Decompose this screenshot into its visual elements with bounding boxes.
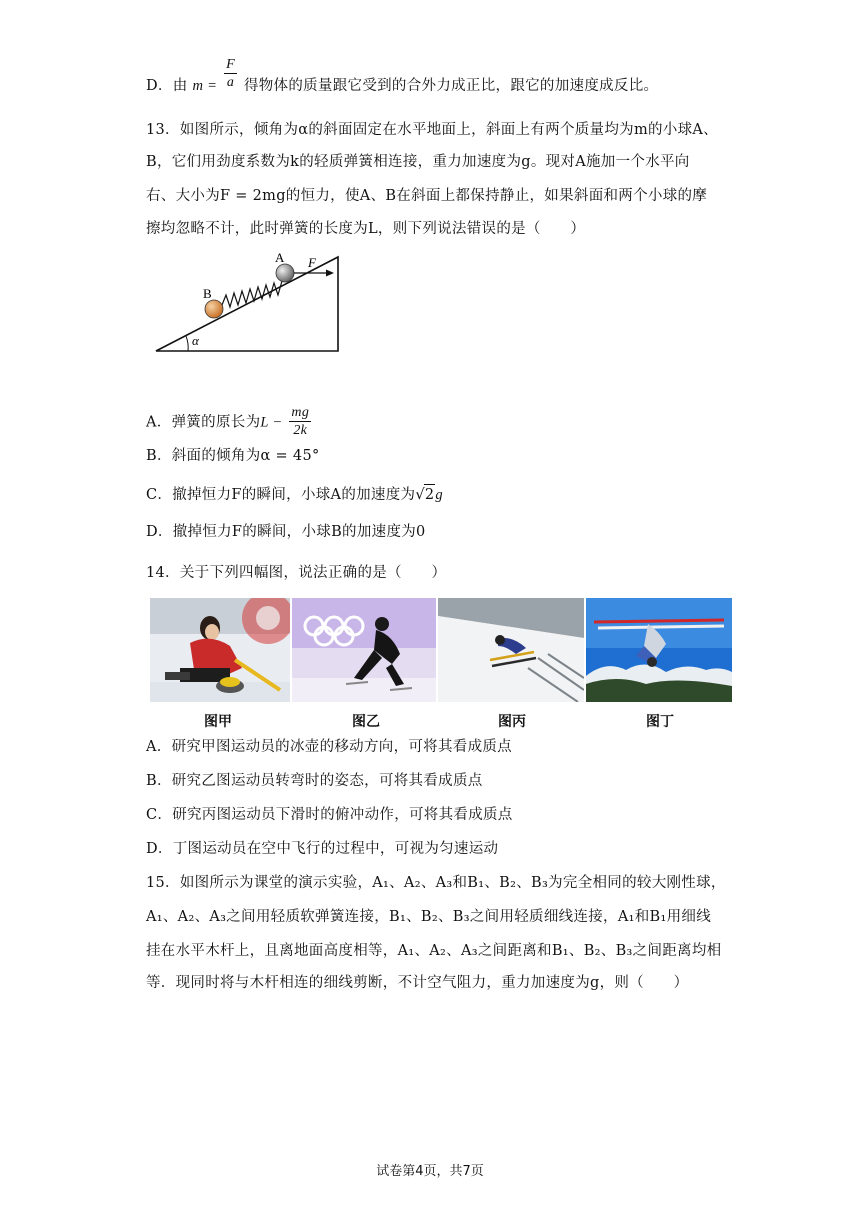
caption-jia: 图甲 (204, 714, 232, 730)
formula-m: m = (192, 78, 218, 94)
photo-aerial-skiing (586, 598, 732, 702)
angle-arc (186, 336, 188, 351)
q13-option-b: B．斜面的倾角为α = 45° (146, 448, 320, 464)
caption-yi: 图乙 (352, 714, 380, 730)
spring (222, 281, 282, 307)
q15-stem-line3: 挂在水平木杆上，且离地面高度相等，A₁、A₂、A₃之间距离和B₁、B₂、B₃之间距离均相 (146, 943, 722, 959)
ball-a-label: A (275, 250, 285, 265)
incline-triangle (156, 257, 338, 351)
q13-stem-line1: 13．如图所示，倾角为α的斜面固定在水平地面上，斜面上有两个质量均为m的小球A、 (146, 122, 718, 138)
q13-option-a: A．弹簧的原长为L − $\frac{mg}{2k}$ (146, 405, 310, 438)
incline-figure (150, 245, 350, 357)
alpha-label: α (192, 333, 199, 348)
fraction-f-over-a: $\frac{F}{a}$ (226, 56, 236, 90)
photo-speed-skating (292, 598, 436, 702)
photo-ski-jump (438, 598, 584, 702)
q14-option-b: B．研究乙图运动员转弯时的姿态，可将其看成质点 (146, 773, 483, 789)
q13-option-c: C．撤掉恒力F的瞬间，小球A的加速度为√2g (146, 484, 443, 505)
q14-option-d: D．丁图运动员在空中飞行的过程中，可视为匀速运动 (146, 841, 499, 857)
q14-option-a: A．研究甲图运动员的冰壶的移动方向，可将其看成质点 (146, 739, 512, 755)
caption-bing: 图丙 (498, 714, 526, 730)
page-footer: 试卷第4页，共7页 (376, 1164, 484, 1179)
q15-stem-line4: 等．现同时将与木杆相连的细线剪断，不计空气阻力，重力加速度为g，则（ ） (146, 975, 689, 991)
q14-stem: 14．关于下列四幅图，说法正确的是（ ） (146, 565, 447, 581)
q13-stem-line4: 擦均忽略不计，此时弹簧的长度为L，则下列说法错误的是（ ） (146, 221, 586, 237)
force-label: F (308, 255, 316, 270)
ball-b-label: B (203, 286, 212, 301)
q12-option-d: D．由 m = $\frac{F}{a}$ 得物体的质量跟它受到的合外力成正比，跟它的加速度成反比。 (146, 56, 659, 94)
force-arrowhead (326, 270, 334, 277)
photo-curling (150, 598, 290, 702)
q15-stem-line1: 15．如图所示为课堂的演示实验，A₁、A₂、A₃和B₁、B₂、B₃为完全相同的较大刚性球， (146, 875, 726, 891)
q14-option-c: C．研究丙图运动员下滑时的俯冲动作，可将其看成质点 (146, 807, 513, 823)
ball-b (205, 300, 223, 318)
sqrt2g: √2g (415, 487, 443, 503)
q13-stem-line3: 右、大小为F = 2mg的恒力，使A、B在斜面上都保持静止，如果斜面和两个小球的摩 (146, 188, 708, 204)
ball-a (276, 264, 294, 282)
fraction-mg-over-2k: $\frac{mg}{2k}$ (291, 405, 310, 438)
caption-ding: 图丁 (646, 714, 674, 730)
q13-option-d: D．撤掉恒力F的瞬间，小球B的加速度为0 (146, 524, 426, 540)
q15-stem-line2: A₁、A₂、A₃之间用轻质软弹簧连接，B₁、B₂、B₃之间用轻质细线连接，A₁和B₁用细线 (146, 909, 712, 925)
q13-stem-line2: B，它们用劲度系数为k的轻质弹簧相连接，重力加速度为g。现对A施加一个水平向 (146, 154, 690, 170)
